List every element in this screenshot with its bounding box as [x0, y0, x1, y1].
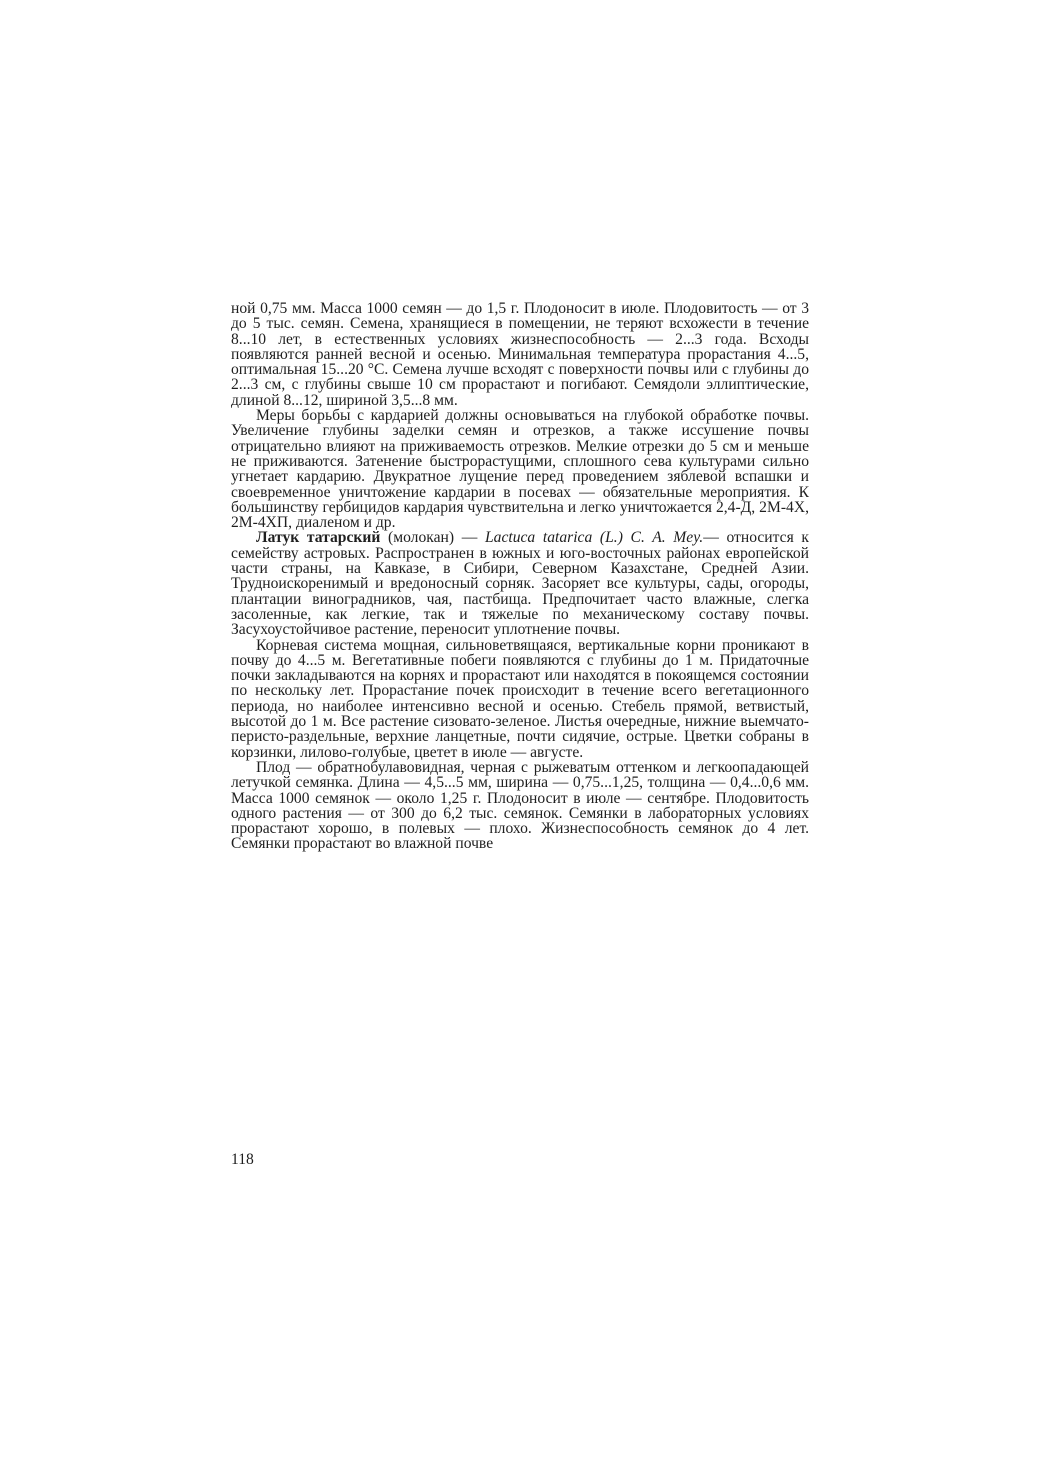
- species-common-name: (молокан) —: [380, 529, 485, 547]
- species-latin-name: Lactuca tatarica (L.) C. A. Mey.: [484, 529, 704, 547]
- paragraph-3: [231, 530, 809, 637]
- species-name: Латук татарский: [256, 529, 381, 547]
- page-number: 118: [231, 1151, 254, 1168]
- species-description: — относится к семейству астровых. Распространен в южных и юго-восточных районах европейской части страны, на Кавказе, в Сибири, Северном Казахстане, Средней Азии. Трудноискоренимый и вредоносный сорняк. Засоряет все культуры, сады, огороды, плантации виноградников, чая, пастбища. Предпочитает часто влажные, слегка засоленные, как легкие, так и тяжелые по механическому составу почвы. Засухоустойчивое растение, переносит уплотнение почвы.: [231, 529, 809, 639]
- page-text-block: [231, 301, 809, 852]
- paragraph-2: Меры борьбы с кардарией должны основываться на глубокой обработке почвы. Увеличение глубины заделки семян и отрезков, а также иссушение почвы отрицательно влияют на приживаемость отрезков. Мелкие отрезки до 5 см и меньше не приживаются. Затенение быстрорастущими, сплошного сева культурами сильно угнетает кардарию. Двукратное лущение перед проведением зяблевой вспашки и своевременное уничтожение кардарии в посевах — обязательные мероприятия. К большинству гербицидов кардария чувствительна и легко уничтожается 2,4-Д, 2М-4Х, 2М-4ХП, диаленом и др.: [231, 407, 809, 532]
- paragraph-1: ной 0,75 мм. Масса 1000 семян — до 1,5 г. Плодоносит в июле. Плодовитость — от 3 до 5 тыс. семян. Семена, хранящиеся в помещении, не теряют всхожести в течение 8...10 лет, в естественных условиях жизнеспособность — 2...3 года. Всходы появляются ранней весной и осенью. Минимальная температура прорастания 4...5, оптимальная 15...20 °С. Семена лучше всходят с поверхности почвы или с глубины до 2...3 см, с глубины свыше 10 см прорастают и погибают. Семядоли эллиптические, длиной 8...12, шириной 3,5...8 мм.: [231, 300, 809, 409]
- paragraph-4: Корневая система мощная, сильноветвящаяся, вертикальные корни проникают в почву до 4...5 м. Вегетативные побеги появляются с глубины до 1 м. Придаточные почки закладываются на корнях и прорастают или находятся в покоящемся состоянии по нескольку лет. Прорастание почек происходит в течение всего вегетационного периода, но наиболее интенсивно весной и осенью. Стебель прямой, ветвистый, высотой до 1 м. Все растение сизовато-зеленое. Листья очередные, нижние выемчато-перисто-раздельные, верхние ланцетные, почти сидячие, острые. Цветки собраны в корзинки, лилово-голубые, цветет в июле — августе.: [231, 636, 809, 761]
- paragraph-5: Плод — обратнобулавовидная, черная с рыжеватым оттенком и легкоопадающей летучкой семянка. Длина — 4,5...5 мм, ширина — 0,75...1,25, толщина — 0,4...0,6 мм. Масса 1000 семянок — около 1,25 г. Плодоносит в июле — сентябре. Плодовитость одного растения — от 300 до 6,2 тыс. семянок. Семянки в лабораторных условиях прорастают хорошо, в полевых — плохо. Жизнеспособность семянок до 4 лет. Семянки прорастают во влажной почве: [231, 758, 809, 853]
